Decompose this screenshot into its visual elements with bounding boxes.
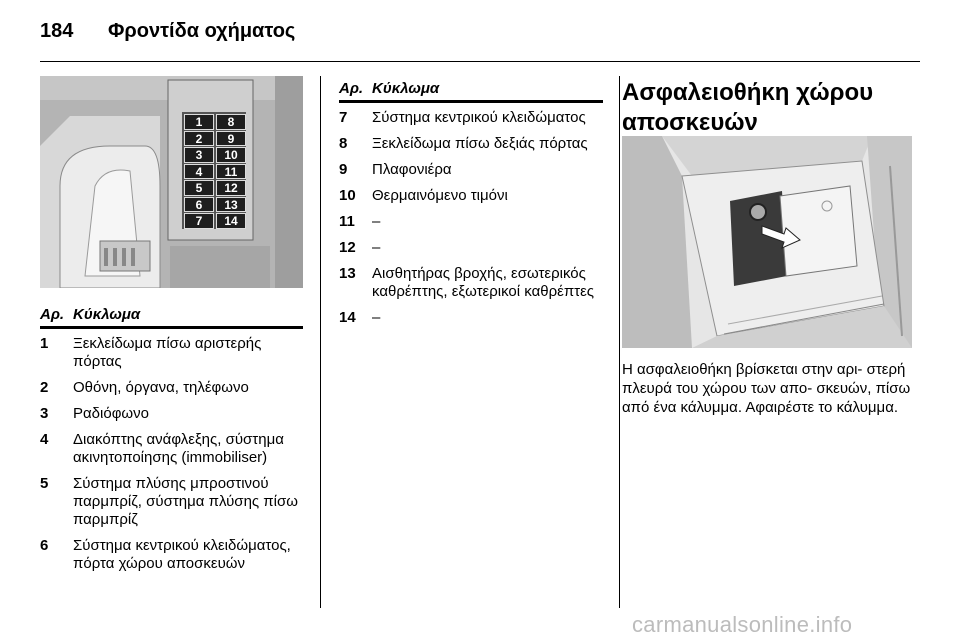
page-title: Φροντίδα οχήματος xyxy=(108,20,296,42)
fuse-label: 7 xyxy=(184,213,214,229)
column-divider-right xyxy=(619,76,620,608)
description-paragraph: Η ασφαλειοθήκη βρίσκεται στην αρι- στερή πλευρά του χώρου των απο- σκευών, πίσω από ένα κάλυμμα. Αφαιρέστε το κάλυμμα. xyxy=(622,361,911,416)
circuit-description: – xyxy=(372,309,381,326)
fuse-box-illustration xyxy=(40,76,303,288)
fuse-label: 5 xyxy=(184,180,214,196)
fuse-number: 1 xyxy=(40,335,49,352)
circuit-description: Ξεκλείδωμα πίσω δεξιάς πόρτας xyxy=(372,135,588,152)
table-row xyxy=(339,309,603,327)
fuse-number: 14 xyxy=(339,309,356,326)
circuit-description: Σύστημα πλύσης μπροστινού παρμπρίζ, σύστημα πλύσης πίσω παρμπρίζ xyxy=(73,475,298,528)
table-row xyxy=(40,537,303,573)
column-header-circuit: Κύκλωμα xyxy=(73,306,141,323)
table-row xyxy=(339,213,603,231)
table-header-rule xyxy=(339,100,603,103)
circuit-description: Σύστημα κεντρικού κλειδώματος, πόρτα χώρου αποσκευών xyxy=(73,537,291,572)
cargo-compartment-illustration xyxy=(622,136,912,348)
fuse-label: 3 xyxy=(184,147,214,163)
fuse-label: 8 xyxy=(216,114,246,130)
table-row xyxy=(40,405,303,423)
watermark: carmanualsonline.info xyxy=(632,612,853,637)
circuit-description: Αισθητήρας βροχής, εσωτερικός καθρέπτης, εξωτερικοί καθρέπτες xyxy=(372,265,595,300)
fuse-label: 14 xyxy=(216,213,246,229)
fuse-number: 3 xyxy=(40,405,49,422)
fuse-label: 9 xyxy=(216,131,246,147)
table-row xyxy=(339,135,603,153)
table-row xyxy=(339,187,603,205)
circuit-description: Ραδιόφωνο xyxy=(73,405,149,422)
header-rule xyxy=(40,61,920,62)
fuse-number: 9 xyxy=(339,161,348,178)
fuse-number: 8 xyxy=(339,135,348,152)
circuit-description: Διακόπτης ανάφλεξης, σύστημα ακινητοποίησης (immobiliser) xyxy=(73,431,284,466)
circuit-description: Σύστημα κεντρικού κλειδώματος xyxy=(372,109,586,126)
fuse-label: 12 xyxy=(216,180,246,196)
table-row xyxy=(40,335,303,371)
fuse-number: 4 xyxy=(40,431,49,448)
page-number: 184 xyxy=(40,20,74,42)
table-row xyxy=(339,109,603,127)
fuse-number: 10 xyxy=(339,187,356,204)
fuse-label: 11 xyxy=(216,164,246,180)
fuse-number: 7 xyxy=(339,109,348,126)
column-divider-left xyxy=(320,76,321,608)
fuse-table-left xyxy=(40,306,303,581)
column-header-number: Αρ. xyxy=(339,80,364,97)
circuit-description: Πλαφονιέρα xyxy=(372,161,452,178)
table-row xyxy=(40,379,303,397)
fuse-number: 11 xyxy=(339,213,355,230)
table-row xyxy=(339,161,603,179)
fuse-number: 12 xyxy=(339,239,356,256)
table-row xyxy=(339,239,603,257)
fuse-table-right xyxy=(339,80,603,335)
fuse-box-figure xyxy=(40,76,303,288)
fuse-number: 6 xyxy=(40,537,49,554)
fuse-number: 5 xyxy=(40,475,49,492)
circuit-description: – xyxy=(372,239,381,256)
fuse-label: 10 xyxy=(216,147,246,163)
cargo-fuse-figure xyxy=(622,136,912,348)
column-header-number: Αρ. xyxy=(40,306,65,323)
fuse-number: 13 xyxy=(339,265,356,282)
column-header-circuit: Κύκλωμα xyxy=(372,80,440,97)
table-row xyxy=(339,265,603,301)
fuse-label: 6 xyxy=(184,197,214,213)
circuit-description: Οθόνη, όργανα, τηλέφωνο xyxy=(73,379,249,396)
circuit-description: Ξεκλείδωμα πίσω αριστερής πόρτας xyxy=(73,335,262,370)
table-row xyxy=(40,431,303,467)
circuit-description: – xyxy=(372,213,381,230)
fuse-label: 4 xyxy=(184,164,214,180)
table-header-rule xyxy=(40,326,303,329)
fuse-number: 2 xyxy=(40,379,49,396)
table-row xyxy=(40,475,303,529)
circuit-description: Θερμαινόμενο τιμόνι xyxy=(372,187,508,204)
fuse-label: 2 xyxy=(184,131,214,147)
fuse-label: 13 xyxy=(216,197,246,213)
fuse-label: 1 xyxy=(184,114,214,130)
section-heading: Ασφαλειοθήκη χώρου αποσκευών xyxy=(622,79,874,136)
